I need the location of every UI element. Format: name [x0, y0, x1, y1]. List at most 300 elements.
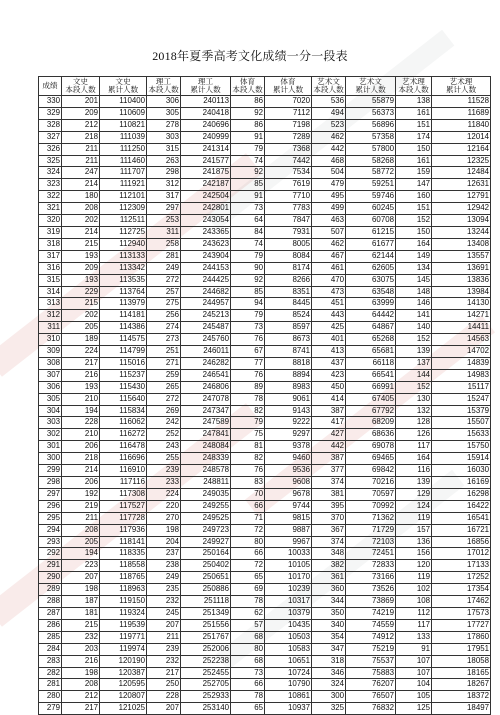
count-cell: 14411 — [432, 322, 491, 334]
count-cell: 66991 — [346, 381, 396, 393]
count-cell: 17133 — [432, 560, 491, 572]
count-cell: 114386 — [100, 322, 147, 334]
score-cell: 301 — [39, 441, 62, 453]
count-cell: 72 — [231, 524, 265, 536]
count-cell: 274 — [147, 322, 181, 334]
count-cell: 9536 — [265, 465, 312, 477]
count-cell: 7534 — [265, 167, 312, 179]
count-cell: 104 — [396, 679, 432, 691]
count-cell: 224 — [62, 346, 100, 358]
count-cell: 442 — [312, 441, 346, 453]
count-cell: 116910 — [100, 465, 147, 477]
score-cell: 329 — [39, 107, 62, 119]
count-cell: 193 — [62, 250, 100, 262]
count-cell: 69 — [231, 584, 265, 596]
count-cell: 189 — [62, 334, 100, 346]
count-cell: 7112 — [265, 107, 312, 119]
table-row — [39, 167, 491, 179]
count-cell: 91 — [231, 191, 265, 203]
count-cell: 112725 — [100, 226, 147, 238]
count-cell: 91 — [231, 131, 265, 143]
count-cell: 65 — [231, 703, 265, 715]
count-cell: 7442 — [265, 155, 312, 167]
count-cell: 16541 — [432, 512, 491, 524]
count-cell: 61215 — [346, 226, 396, 238]
table-row — [39, 703, 491, 715]
count-cell: 145 — [396, 274, 432, 286]
count-cell: 16721 — [432, 524, 491, 536]
count-cell: 114799 — [100, 346, 147, 358]
score-cell: 295 — [39, 512, 62, 524]
count-cell: 239 — [147, 643, 181, 655]
count-cell: 7847 — [265, 215, 312, 227]
score-cell: 325 — [39, 155, 62, 167]
count-cell: 117527 — [100, 500, 147, 512]
count-cell: 201 — [62, 96, 100, 108]
count-cell: 265 — [147, 381, 181, 393]
count-cell: 105 — [396, 691, 432, 703]
count-cell: 74912 — [346, 631, 396, 643]
count-cell: 317 — [147, 191, 181, 203]
count-cell: 523 — [312, 119, 346, 131]
count-cell: 68 — [231, 655, 265, 667]
count-cell: 298 — [147, 167, 181, 179]
count-cell: 57 — [231, 619, 265, 631]
count-cell: 246806 — [181, 381, 231, 393]
count-cell: 67792 — [346, 405, 396, 417]
column-header: 艺术理 本段人数 — [396, 77, 432, 96]
count-cell: 117728 — [100, 512, 147, 524]
table-row — [39, 417, 491, 429]
count-cell: 324 — [312, 679, 346, 691]
count-cell: 181 — [62, 607, 100, 619]
count-cell: 10239 — [265, 584, 312, 596]
count-cell: 118963 — [100, 584, 147, 596]
count-cell: 159 — [396, 167, 432, 179]
score-cell: 324 — [39, 167, 62, 179]
count-cell: 468 — [312, 155, 346, 167]
count-cell: 220 — [147, 500, 181, 512]
count-cell: 8818 — [265, 357, 312, 369]
count-cell: 77 — [231, 357, 265, 369]
count-cell: 150 — [396, 143, 432, 155]
count-cell: 9460 — [265, 453, 312, 465]
count-cell: 8445 — [265, 298, 312, 310]
count-cell: 251556 — [181, 619, 231, 631]
count-cell: 16169 — [432, 477, 491, 489]
score-cell: 288 — [39, 596, 62, 608]
count-cell: 156 — [396, 548, 432, 560]
count-cell: 62144 — [346, 250, 396, 262]
count-cell: 273 — [147, 334, 181, 346]
count-cell: 344 — [312, 596, 346, 608]
table-row — [39, 346, 491, 358]
count-cell: 9297 — [265, 429, 312, 441]
count-cell: 130 — [396, 393, 432, 405]
count-cell: 117936 — [100, 524, 147, 536]
count-cell: 253 — [147, 215, 181, 227]
table-row — [39, 298, 491, 310]
count-cell: 70 — [231, 488, 265, 500]
table-row — [39, 393, 491, 405]
score-cell: 310 — [39, 334, 62, 346]
count-cell: 12484 — [432, 167, 491, 179]
column-header: 成绩 — [39, 77, 62, 96]
count-cell: 136 — [396, 536, 432, 548]
count-cell: 10724 — [265, 667, 312, 679]
count-cell: 8983 — [265, 381, 312, 393]
count-cell: 10435 — [265, 619, 312, 631]
count-cell: 15117 — [432, 381, 491, 393]
count-cell: 244153 — [181, 262, 231, 274]
count-cell: 8673 — [265, 334, 312, 346]
table-row — [39, 548, 491, 560]
table-row — [39, 465, 491, 477]
count-cell: 249525 — [181, 512, 231, 524]
score-cell: 305 — [39, 393, 62, 405]
count-cell: 13408 — [432, 238, 491, 250]
count-cell: 124 — [396, 500, 432, 512]
count-cell: 218 — [62, 131, 100, 143]
table-row — [39, 322, 491, 334]
count-cell: 110400 — [100, 96, 147, 108]
score-cell: 322 — [39, 191, 62, 203]
count-cell: 252933 — [181, 691, 231, 703]
score-cell: 307 — [39, 369, 62, 381]
count-cell: 241577 — [181, 155, 231, 167]
count-cell: 82 — [231, 453, 265, 465]
count-cell: 8351 — [265, 286, 312, 298]
count-cell: 17012 — [432, 548, 491, 560]
count-cell: 18165 — [432, 667, 491, 679]
column-header: 体育 累计人数 — [265, 77, 312, 96]
count-cell: 63548 — [346, 286, 396, 298]
count-cell: 117308 — [100, 488, 147, 500]
count-cell: 536 — [312, 96, 346, 108]
score-cell: 279 — [39, 703, 62, 715]
count-cell: 76507 — [346, 691, 396, 703]
count-cell: 229 — [62, 286, 100, 298]
count-cell: 12942 — [432, 203, 491, 215]
count-cell: 118765 — [100, 572, 147, 584]
count-cell: 370 — [312, 512, 346, 524]
count-cell: 223 — [62, 560, 100, 572]
score-cell: 283 — [39, 655, 62, 667]
count-cell: 215 — [62, 238, 100, 250]
count-cell: 443 — [312, 310, 346, 322]
count-cell: 15507 — [432, 417, 491, 429]
count-cell: 209 — [62, 262, 100, 274]
count-cell: 70597 — [346, 488, 396, 500]
count-cell: 7289 — [265, 131, 312, 143]
count-cell: 13691 — [432, 262, 491, 274]
score-cell: 323 — [39, 179, 62, 191]
column-header: 艺术理 累计人数 — [432, 77, 491, 96]
count-cell: 112940 — [100, 238, 147, 250]
count-cell: 8524 — [265, 310, 312, 322]
count-cell: 72103 — [346, 536, 396, 548]
count-cell: 64442 — [346, 310, 396, 322]
count-cell: 249927 — [181, 536, 231, 548]
count-cell: 281 — [147, 250, 181, 262]
count-cell: 361 — [312, 572, 346, 584]
score-cell: 298 — [39, 477, 62, 489]
count-cell: 80 — [231, 643, 265, 655]
count-cell: 248811 — [181, 477, 231, 489]
count-cell: 246011 — [181, 346, 231, 358]
count-cell: 74 — [231, 238, 265, 250]
count-cell: 115237 — [100, 369, 147, 381]
table-row — [39, 453, 491, 465]
count-cell: 377 — [312, 465, 346, 477]
count-cell: 205 — [62, 536, 100, 548]
count-cell: 112511 — [100, 215, 147, 227]
score-cell: 289 — [39, 584, 62, 596]
count-cell: 238 — [147, 560, 181, 572]
score-cell: 294 — [39, 524, 62, 536]
count-cell: 217 — [62, 703, 100, 715]
count-cell: 65268 — [346, 334, 396, 346]
table-row — [39, 619, 491, 631]
count-cell: 75219 — [346, 643, 396, 655]
count-cell: 117 — [396, 619, 432, 631]
count-cell: 193 — [62, 274, 100, 286]
count-cell: 72451 — [346, 548, 396, 560]
count-cell: 249723 — [181, 524, 231, 536]
count-cell: 75537 — [346, 655, 396, 667]
count-cell: 252006 — [181, 643, 231, 655]
count-cell: 7710 — [265, 191, 312, 203]
count-cell: 113342 — [100, 262, 147, 274]
count-cell: 57358 — [346, 131, 396, 143]
count-cell: 194 — [62, 405, 100, 417]
count-cell: 126 — [396, 429, 432, 441]
count-cell: 119324 — [100, 607, 147, 619]
count-cell: 74559 — [346, 619, 396, 631]
count-cell: 297 — [147, 203, 181, 215]
count-cell: 120595 — [100, 679, 147, 691]
count-cell: 242504 — [181, 191, 231, 203]
count-cell: 263 — [147, 155, 181, 167]
count-cell: 74 — [231, 155, 265, 167]
count-cell: 210 — [62, 393, 100, 405]
count-cell: 235 — [147, 584, 181, 596]
count-cell: 18372 — [432, 691, 491, 703]
count-cell: 18267 — [432, 679, 491, 691]
count-cell: 119 — [396, 512, 432, 524]
count-cell: 219 — [62, 500, 100, 512]
count-cell: 55879 — [346, 96, 396, 108]
count-cell: 17951 — [432, 643, 491, 655]
count-cell: 205 — [62, 322, 100, 334]
table-row — [39, 596, 491, 608]
count-cell: 278 — [147, 119, 181, 131]
count-cell: 212 — [62, 691, 100, 703]
count-cell: 161 — [396, 107, 432, 119]
count-cell: 245760 — [181, 334, 231, 346]
count-cell: 116 — [396, 465, 432, 477]
count-cell: 312 — [147, 179, 181, 191]
count-cell: 208 — [62, 524, 100, 536]
count-cell: 57800 — [346, 143, 396, 155]
count-cell: 69078 — [346, 441, 396, 453]
count-cell: 211 — [62, 512, 100, 524]
count-cell: 347 — [312, 643, 346, 655]
table-row — [39, 441, 491, 453]
count-cell: 242 — [147, 417, 181, 429]
score-cell: 300 — [39, 453, 62, 465]
count-cell: 10937 — [265, 703, 312, 715]
count-cell: 211 — [147, 631, 181, 643]
count-cell: 149 — [396, 250, 432, 262]
count-cell: 250164 — [181, 548, 231, 560]
count-cell: 84 — [231, 226, 265, 238]
count-cell: 62605 — [346, 262, 396, 274]
count-cell: 90 — [231, 262, 265, 274]
table-row — [39, 226, 491, 238]
count-cell: 180 — [62, 191, 100, 203]
count-cell: 120807 — [100, 691, 147, 703]
count-cell: 115016 — [100, 357, 147, 369]
table-row — [39, 584, 491, 596]
count-cell: 247078 — [181, 393, 231, 405]
count-cell: 479 — [312, 179, 346, 191]
count-cell: 150 — [396, 226, 432, 238]
count-cell: 13836 — [432, 274, 491, 286]
count-cell: 17354 — [432, 584, 491, 596]
count-cell: 8005 — [265, 238, 312, 250]
count-cell: 115430 — [100, 381, 147, 393]
count-cell: 187 — [62, 596, 100, 608]
count-cell: 8597 — [265, 322, 312, 334]
count-cell: 8266 — [265, 274, 312, 286]
count-cell: 240418 — [181, 107, 231, 119]
table-row — [39, 369, 491, 381]
count-cell: 499 — [312, 203, 346, 215]
count-cell: 108 — [396, 596, 432, 608]
count-cell: 203 — [62, 643, 100, 655]
count-cell: 139 — [396, 477, 432, 489]
count-cell: 248578 — [181, 465, 231, 477]
score-cell: 302 — [39, 429, 62, 441]
count-cell: 240696 — [181, 119, 231, 131]
table-row — [39, 655, 491, 667]
count-cell: 243054 — [181, 215, 231, 227]
count-cell: 232 — [147, 596, 181, 608]
count-cell: 437 — [312, 357, 346, 369]
count-cell: 76 — [231, 369, 265, 381]
score-cell: 281 — [39, 679, 62, 691]
count-cell: 7198 — [265, 119, 312, 131]
count-cell: 461 — [312, 262, 346, 274]
count-cell: 239 — [147, 465, 181, 477]
count-cell: 241875 — [181, 167, 231, 179]
count-cell: 151 — [396, 203, 432, 215]
count-cell: 89 — [231, 381, 265, 393]
count-cell: 111460 — [100, 155, 147, 167]
score-cell: 286 — [39, 619, 62, 631]
count-cell: 495 — [312, 191, 346, 203]
count-cell: 83 — [231, 477, 265, 489]
count-cell: 72 — [231, 560, 265, 572]
count-cell: 215 — [62, 298, 100, 310]
count-cell: 450 — [312, 381, 346, 393]
count-cell: 270 — [147, 512, 181, 524]
count-cell: 387 — [312, 405, 346, 417]
count-cell: 119150 — [100, 596, 147, 608]
count-cell: 244425 — [181, 274, 231, 286]
count-cell: 252 — [147, 429, 181, 441]
count-cell: 228 — [62, 417, 100, 429]
score-cell: 284 — [39, 643, 62, 655]
count-cell: 157 — [396, 524, 432, 536]
count-cell: 60708 — [346, 215, 396, 227]
score-cell: 304 — [39, 405, 62, 417]
count-cell: 249 — [147, 572, 181, 584]
count-cell: 245213 — [181, 310, 231, 322]
count-cell: 242187 — [181, 179, 231, 191]
count-cell: 207 — [147, 703, 181, 715]
count-cell: 11840 — [432, 119, 491, 131]
count-cell: 269 — [147, 405, 181, 417]
score-cell: 287 — [39, 607, 62, 619]
count-cell: 146 — [396, 298, 432, 310]
score-cell: 290 — [39, 572, 62, 584]
score-cell: 327 — [39, 131, 62, 143]
score-cell: 315 — [39, 274, 62, 286]
count-cell: 214 — [62, 226, 100, 238]
count-cell: 113535 — [100, 274, 147, 286]
count-cell: 151 — [396, 119, 432, 131]
table-row — [39, 155, 491, 167]
count-cell: 10503 — [265, 631, 312, 643]
count-cell: 164 — [396, 238, 432, 250]
count-cell: 17252 — [432, 572, 491, 584]
score-cell: 293 — [39, 536, 62, 548]
count-cell: 237 — [147, 548, 181, 560]
table-row — [39, 477, 491, 489]
count-cell: 113764 — [100, 286, 147, 298]
count-cell: 473 — [312, 286, 346, 298]
count-cell: 367 — [312, 524, 346, 536]
count-cell: 275 — [147, 298, 181, 310]
count-cell: 17727 — [432, 619, 491, 631]
count-cell: 17860 — [432, 631, 491, 643]
count-cell: 129 — [396, 488, 432, 500]
count-cell: 395 — [312, 500, 346, 512]
count-cell: 462 — [312, 238, 346, 250]
count-cell: 16030 — [432, 465, 491, 477]
count-cell: 164 — [396, 453, 432, 465]
count-cell: 250886 — [181, 584, 231, 596]
count-cell: 9061 — [265, 393, 312, 405]
count-cell: 94 — [231, 298, 265, 310]
count-cell: 73869 — [346, 596, 396, 608]
count-cell: 56373 — [346, 107, 396, 119]
score-cell: 326 — [39, 143, 62, 155]
count-cell: 462 — [312, 131, 346, 143]
count-cell: 248339 — [181, 453, 231, 465]
count-cell: 467 — [312, 250, 346, 262]
count-cell: 128 — [396, 417, 432, 429]
count-cell: 66541 — [346, 369, 396, 381]
count-cell: 161 — [396, 155, 432, 167]
count-cell: 504 — [312, 167, 346, 179]
count-cell: 451 — [312, 298, 346, 310]
count-cell: 315 — [147, 143, 181, 155]
page-title: 2018年夏季高考文化成绩一分一段表 — [152, 49, 348, 63]
count-cell: 212 — [62, 119, 100, 131]
